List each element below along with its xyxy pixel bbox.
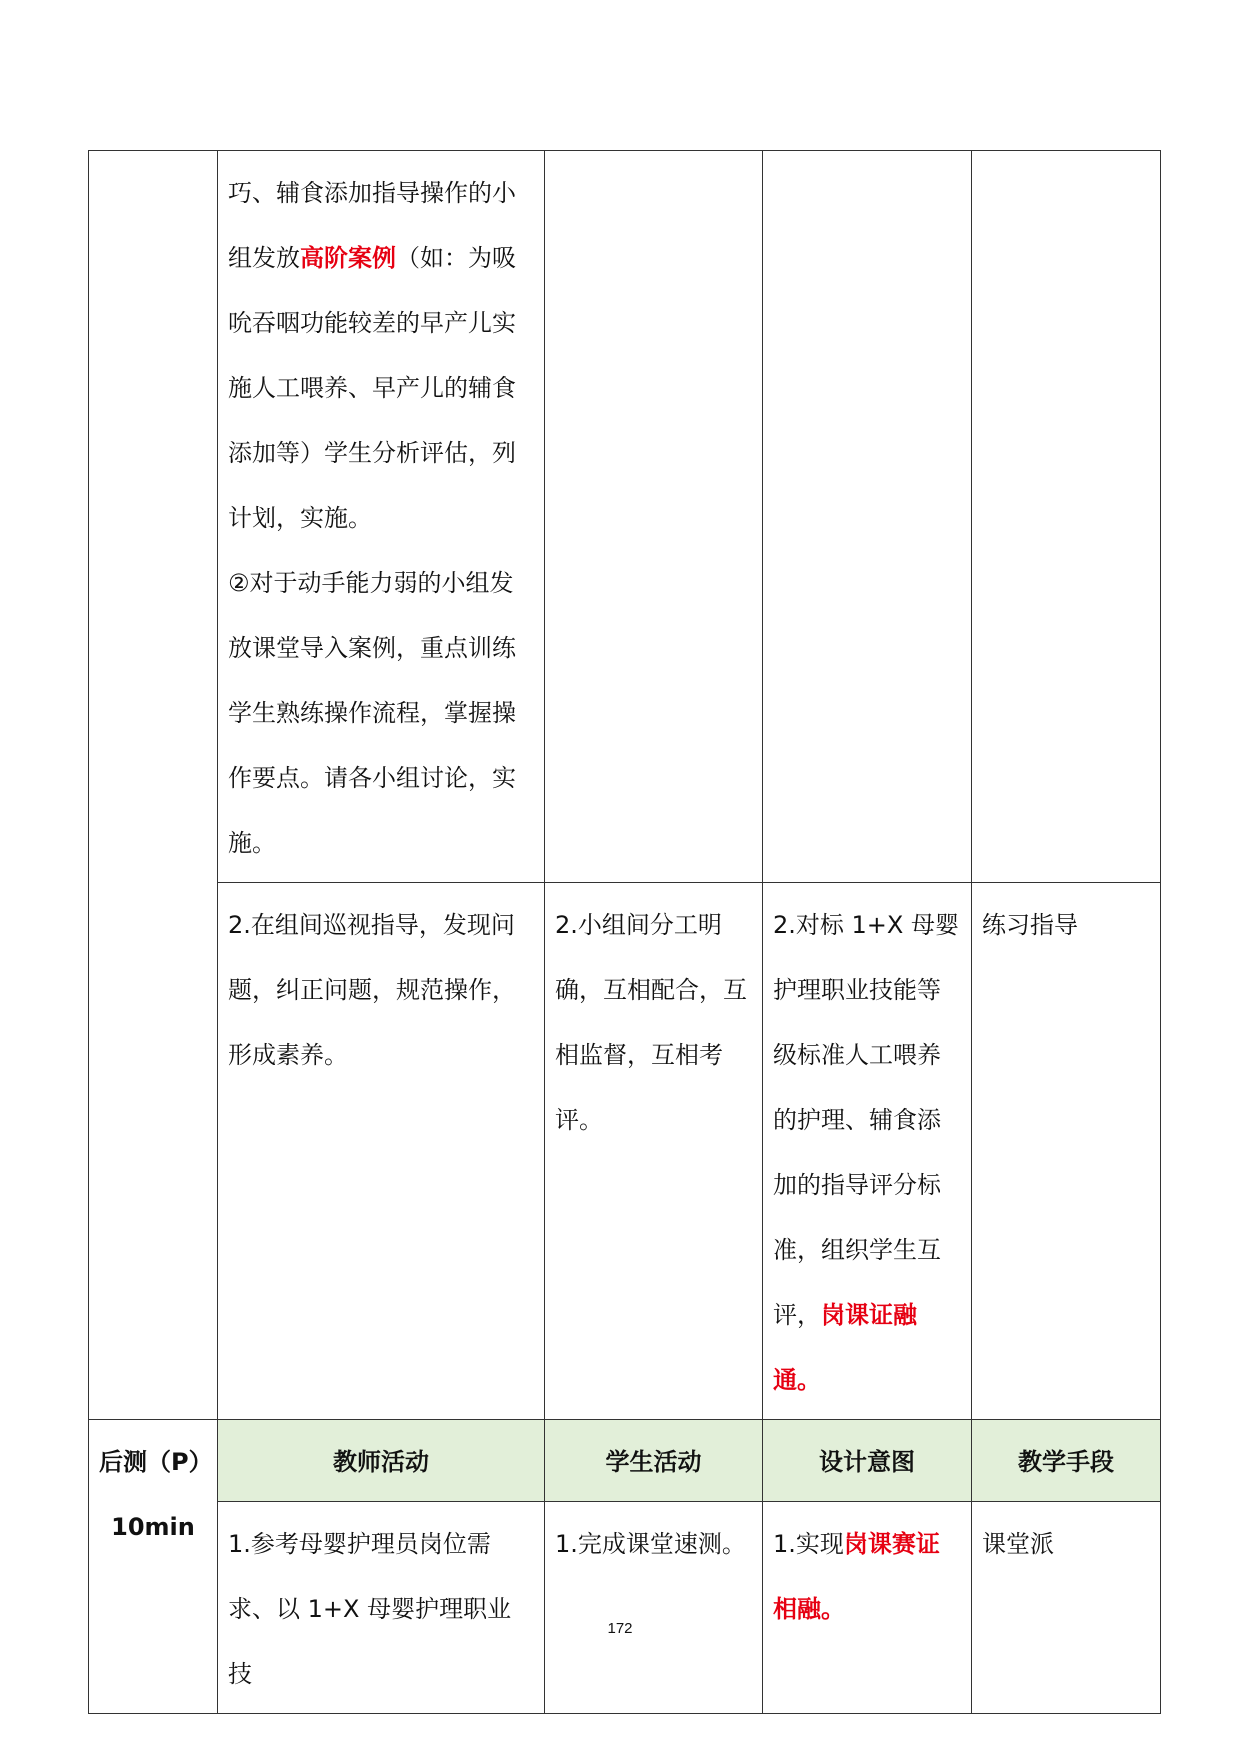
- teaching-means-cell: [972, 1502, 1161, 1714]
- table-row: [89, 151, 1161, 883]
- header-design-intent: 设计意图: [763, 1420, 972, 1502]
- teacher-activity-text: ②对于动手能力弱的小组发放课堂导入案例，重点训练学生熟练操作流程，掌握操作要点。请各小组讨论，实施。: [228, 569, 516, 857]
- highlight-text: 高阶案例: [300, 244, 396, 272]
- design-intent-cell: [763, 151, 972, 883]
- stage-time: 10min: [111, 1513, 195, 1541]
- teacher-activity-cell: [218, 151, 545, 883]
- header-student-activity: 学生活动: [545, 1420, 763, 1502]
- header-teacher-activity: 教师活动: [218, 1420, 545, 1502]
- table-header-row: [89, 1420, 1161, 1502]
- teacher-activity-cell: [218, 883, 545, 1420]
- highlight-text: 岗课赛证相融。: [773, 1530, 940, 1623]
- teaching-means-cell: [972, 883, 1161, 1420]
- student-activity-cell: [545, 1502, 763, 1714]
- design-intent-cell: [763, 883, 972, 1420]
- table-row: [89, 1502, 1161, 1714]
- teacher-activity-text: （如：为吸吮吞咽功能较差的早产儿实施人工喂养、早产儿的辅食添加等）学生分析评估，列计划，实施。: [228, 244, 516, 532]
- teacher-activity-text: 1.参考母婴护理员岗位需求、以 1+X 母婴护理职业技: [228, 1530, 512, 1688]
- teacher-activity-text: 巧、辅食添加指导操作的小组发放: [228, 179, 516, 272]
- design-intent-cell: [763, 1502, 972, 1714]
- stage-cell-continued: [89, 151, 218, 1420]
- student-activity-text: 1.完成课堂速测。: [555, 1530, 746, 1558]
- student-activity-text: 2.小组间分工明确，互相配合，互相监督，互相考评。: [555, 911, 747, 1134]
- teaching-means-cell: [972, 151, 1161, 883]
- teaching-means-text: 练习指导: [982, 911, 1078, 939]
- student-activity-cell: [545, 151, 763, 883]
- teacher-activity-text: 2.在组间巡视指导，发现问题，纠正问题，规范操作，形成素养。: [228, 911, 516, 1069]
- page-number: 172: [607, 1620, 633, 1637]
- stage-label: 后测（P）: [99, 1448, 213, 1476]
- table-row: [89, 883, 1161, 1420]
- teaching-means-text: 课堂派: [982, 1530, 1054, 1558]
- student-activity-cell: [545, 883, 763, 1420]
- header-teaching-means: 教学手段: [972, 1420, 1161, 1502]
- post-test-stage-cell: [89, 1420, 218, 1714]
- lesson-plan-table: [88, 150, 1161, 1714]
- design-intent-text: 2.对标 1+X 母婴护理职业技能等级标准人工喂养的护理、辅食添加的指导评分标准，组织学生互评，: [773, 911, 959, 1329]
- highlight-text: 岗课证融通。: [773, 1301, 917, 1394]
- teacher-activity-cell: [218, 1502, 545, 1714]
- design-intent-text: 1.实现: [773, 1530, 844, 1558]
